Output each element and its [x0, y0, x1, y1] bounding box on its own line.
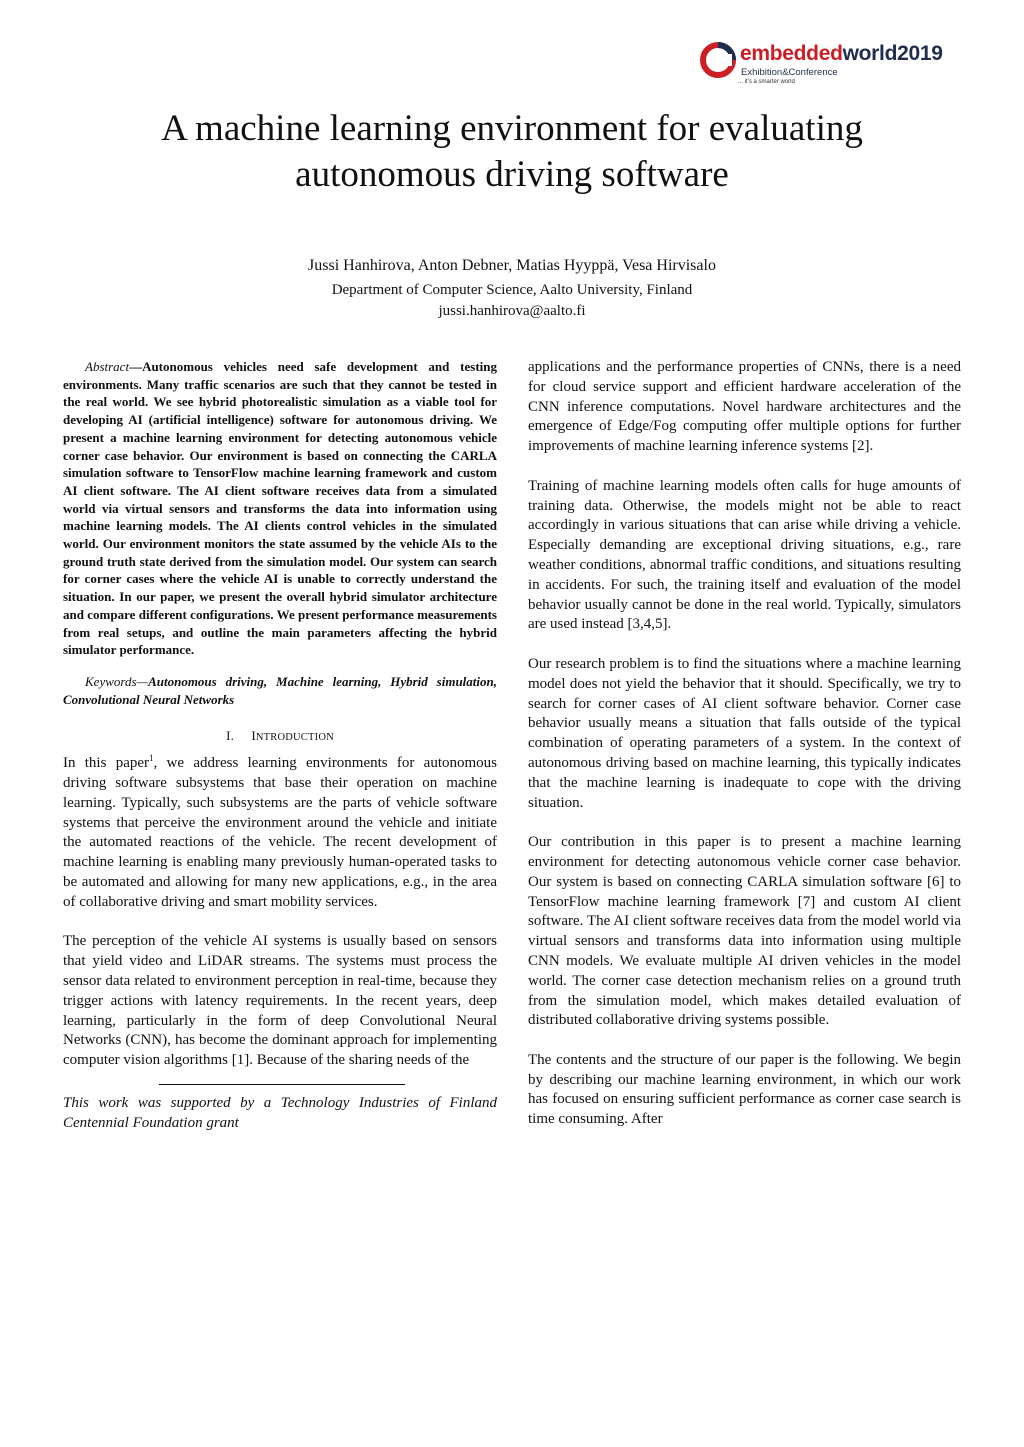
footnote-mark: 1 — [149, 753, 154, 764]
paper-affiliation: Department of Computer Science, Aalto University, Finland — [331, 282, 693, 298]
keywords-text: Autonomous driving, Machine learning, Hybrid simulation, Convolutional Neural Networks — [63, 673, 497, 707]
logo-wordmark: embeddedworld2019 — [740, 42, 943, 65]
right-paragraph-5: The contents and the structure of our paper is the following. We begin by describing our machine learning environment, in which our work has focused on ensuring sufficient performance as corner case search is time consuming. After — [528, 1051, 961, 1128]
abstract — [63, 358, 497, 659]
right-column — [528, 358, 961, 1130]
paper-authors: Jussi Hanhirova, Anton Debner, Matias Hyyppä, Vesa Hirvisalo — [308, 257, 716, 274]
right-paragraph-4: Our contribution in this paper is to present a machine learning environment for detecting autonomous vehicle corner case behavior. Our system is based on connecting CARLA simulation software [6] to TensorFlow machine learning framework [7] and custom AI client software. The AI client software receives data from the model world via virtual sensors and transforms data into information using multiple CNN models. We evaluate multiple AI driven vehicles in the model world. The corner case detection mechanism relies on a ground truth from the simulation model, which makes detailed evaluation of distributed collaborative driving systems possible. — [528, 834, 961, 1029]
logo-subtitle: Exhibition&Conference — [741, 67, 838, 78]
embedded-world-logo — [700, 40, 970, 92]
right-paragraph-2: Training of machine learning models often calls for huge amounts of training data. Otherwise, the models might not be able to react accordingly in various situations that can arise while driving a vehicle. Especially demanding are exceptional driving situations, e.g., rare weather conditions, abnormal traffic conditions, and situations resulting in accidents. For such, the training itself and evaluation of the model behavior usually cannot be done in the real world. Typically, simulators are used instead [3,4,5]. — [528, 477, 961, 633]
abstract-text: Autonomous vehicles need safe development and testing environments. Many traffic scenarios are such that they cannot be tested in the real world. We see hybrid photorealistic simulation as a viable tool for developing AI (artificial intelligence) software for autonomous driving. We present a machine learning environment for detecting autonomous vehicle corner case behavior. Our environment is based on connecting the CARLA simulation software to TensorFlow machine learning framework and custom AI client software. The AI client software receives data from a simulated world via virtual sensors and transforms the data into information using machine learning models. The AI clients control vehicles in the simulated world. Our environment monitors the state assumed by the vehicle AIs to the ground truth state derived from the simulation model. Our system can search for corner cases where the vehicle AI is unable to correctly understand the situation. In our paper, we present the overall hybrid simulator architecture and compare different configurations. We present performance measurements from real setups, and outline the main parameters affecting the hybrid simulator performance. — [63, 359, 497, 658]
right-paragraph-3: Our research problem is to find the situations where a machine learning model does not yield the behavior that it should. Specifically, we try to search for corner cases of AI client software behavior. Corner case behavior usually means a situation that falls outside of the typical combination of operating parameters of a system. In the context of autonomous driving based on machine learning, this typically indicates that the machine learning is inadequate to cope with the driving situation. — [528, 655, 961, 811]
abstract-label: Abstract — [85, 359, 130, 374]
logo-tagline: ... it's a smarter world — [738, 79, 795, 85]
section-number: I. — [226, 728, 235, 744]
abstract-dash: — — [129, 359, 143, 374]
left-column — [63, 358, 497, 1133]
keywords — [63, 673, 497, 708]
right-paragraph-1: applications and the performance properties of CNNs, there is a need for cloud service support and efficient hardware acceleration of the CNN inference computations. Novel hardware architectures and the emergence of Edge/Fog computing offer multiple options for further improvements of machine learning inference systems [2]. — [528, 359, 961, 455]
footnote: This work was supported by a Technology Industries of Finland Centennial Foundation grant — [63, 1094, 497, 1131]
embedded-world-logo-icon — [700, 42, 736, 78]
footnote-divider — [159, 1084, 405, 1085]
intro-paragraph-1: In this paper$^1$, we address learning environments for autonomous driving software subsystems that base their operation on machine learning. Typically, such subsystems are the parts of vehicle software systems that perceive the environment around the vehicle and initiate the automated reactions of the vehicle. The recent development of machine learning is enabling many previously human-operated tasks to be automated and allowing for many new applications, e.g., in the area of collaborative driving and smart mobility services. — [63, 753, 498, 910]
section-heading-introduction: I. INTRODUCTION — [226, 728, 334, 744]
paper-title: A machine learning environment for evaluating autonomous driving software — [161, 108, 863, 195]
keywords-label: Keywords— — [85, 673, 149, 689]
intro-paragraph-2: The perception of the vehicle AI systems is usually based on sensors that yield video and LiDAR streams. The systems must process the sensor data related to environment perception in real-time, because they trigger actions with latency requirements. In the recent years, deep learning, particularly in the form of deep Convolutional Neural Networks (CNN), has become the dominant approach for implementing computer vision algorithms [1]. Because of the sharing needs of the — [63, 933, 497, 1069]
paper-email: jussi.hanhirova@aalto.fi — [438, 303, 586, 319]
